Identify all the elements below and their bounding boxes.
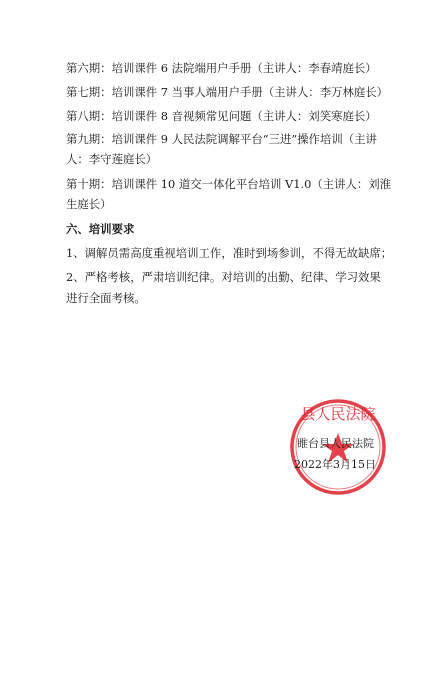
requirement-item-2-continued: 进行全面考核。 (66, 291, 146, 305)
schedule-item-10-continued: 生庭长） (66, 197, 112, 211)
seal-text: 县人民法院 (300, 405, 376, 423)
requirement-item-2: 2、严格考核，严肃培训纪律。对培训的出勤、纪律、学习效果 (66, 270, 381, 284)
schedule-item-9: 第九期：培训课件 9 人民法院调解平台“三进”操作培训（主讲 (66, 132, 377, 146)
schedule-item-10: 第十期：培训课件 10 道交一体化平台培训 V1.0（主讲人：刘淮 (66, 177, 392, 191)
section-heading: 六、培训要求 (66, 222, 135, 236)
schedule-item-6: 第六期：培训课件 6 法院端用户手册（主讲人：李春靖庭长） (66, 61, 377, 75)
schedule-item-9-continued: 人：李守莲庭长） (66, 152, 158, 166)
schedule-item-8: 第八期：培训课件 8 音视频常见问题（主讲人：刘笑寒庭长） (66, 109, 377, 123)
issue-date: 2022年3月15日 (294, 458, 376, 471)
requirement-item-1: 1、调解员需高度重视培训工作，准时到场参训，不得无故缺席； (66, 246, 393, 260)
schedule-item-7: 第七期：培训课件 7 当事人端用户手册（主讲人：李万林庭长） (66, 85, 389, 99)
issuing-organization: 睢台县人民法院 (297, 437, 374, 450)
